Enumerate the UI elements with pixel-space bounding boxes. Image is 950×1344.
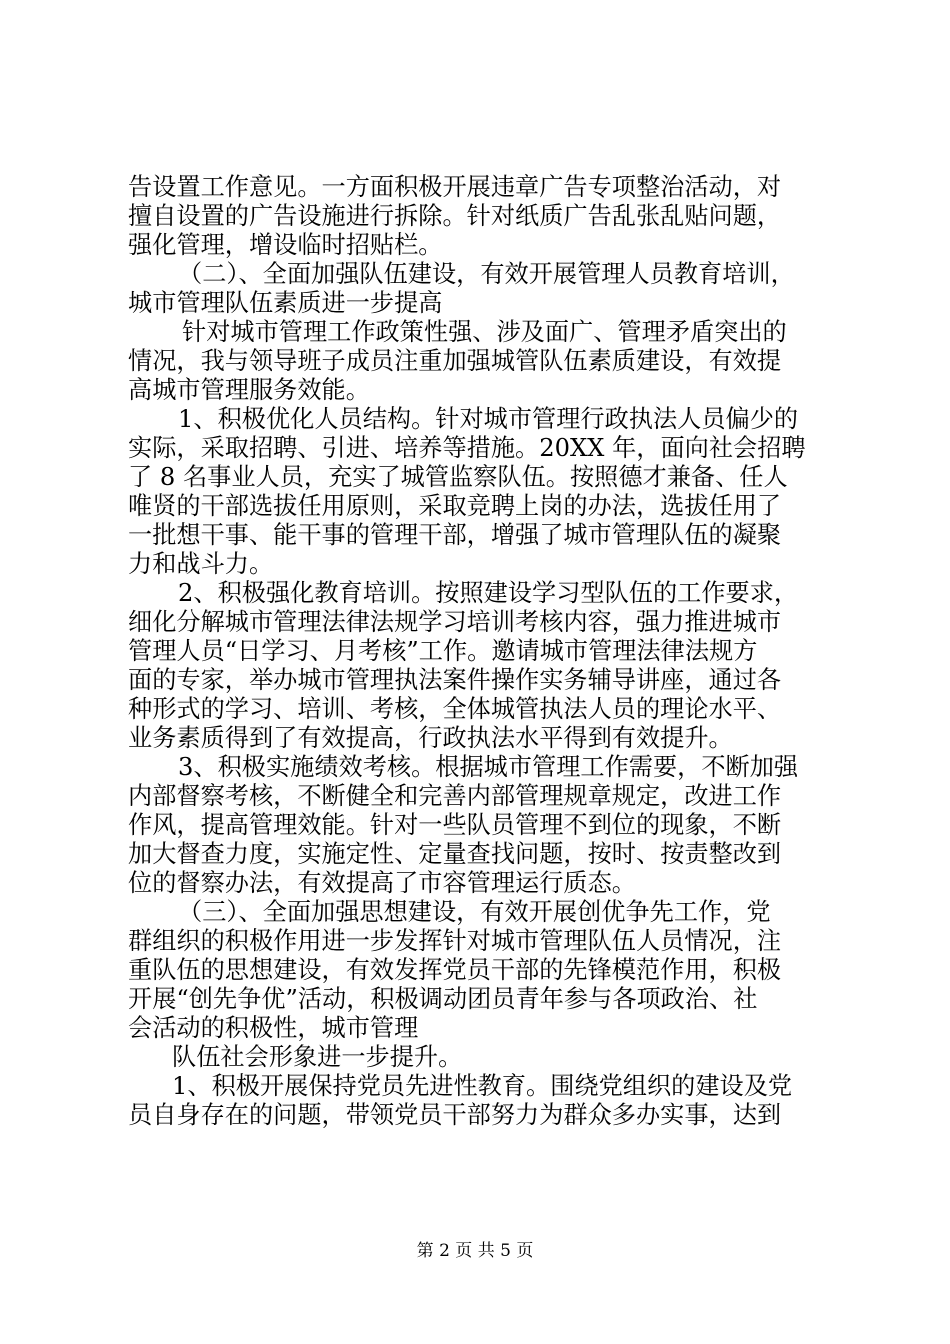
text-line: 擅自设置的广告设施进行拆除。针对纸质广告乱张乱贴问题， (128, 202, 782, 230)
page-number-footer: 第 2 页 共 5 页 (416, 1241, 534, 1261)
text-line: 位的督察办法，有效提高了市容管理运行质态。 (128, 869, 636, 897)
text-line: 一批想干事、能干事的管理干部，增强了城市管理队伍的凝聚 (128, 521, 782, 549)
text-line: 唯贤的干部选拔任用原则，采取竞聘上岗的办法，选拔任用了 (128, 492, 782, 520)
text-line: 1、积极优化人员结构。针对城市管理行政执法人员偏少的 (178, 405, 799, 433)
text-line: 力和战斗力。 (128, 550, 274, 578)
text-line: 针对城市管理工作政策性强、涉及面广、管理矛盾突出的 (182, 318, 787, 346)
section-heading-cont: 城市管理队伍素质进一步提高 (128, 289, 443, 317)
text-line: 种形式的学习、培训、考核，全体城管执法人员的理论水平、 (128, 695, 782, 723)
body-text (128, 173, 830, 1130)
text-line: 3、积极实施绩效考核。根据城市管理工作需要，不断加强 (178, 753, 799, 781)
text-line: 开展“创先争优”活动，积极调动团员青年参与各项政治、社 (128, 985, 758, 1013)
text-line: 员自身存在的问题，带领党员干部努力为群众多办实事，达到 (128, 1101, 782, 1129)
section-heading: （二）、全面加强队伍建设，有效开展管理人员教育培训， (178, 260, 795, 288)
text-line: 队伍社会形象进一步提升。 (172, 1043, 463, 1071)
text-line: 会活动的积极性，城市管理 (128, 1014, 419, 1042)
text-line: 重队伍的思想建设，有效发挥党员干部的先锋模范作用，积极 (128, 956, 782, 984)
text-line: 群组织的积极作用进一步发挥针对城市管理队伍人员情况，注 (128, 927, 782, 955)
text-line: 业务素质得到了有效提高，行政执法水平得到有效提升。 (128, 724, 733, 752)
text-line: 面的专家，举办城市管理执法案件操作实务辅导讲座，通过各 (128, 666, 782, 694)
section-heading: （三）、全面加强思想建设，有效开展创优争先工作，党 (178, 898, 771, 926)
text-line: 管理人员“日学习、月考核”工作。邀请城市管理法律法规方 (128, 637, 758, 665)
text-line: 告设置工作意见。一方面积极开展违章广告专项整治活动，对 (128, 173, 782, 201)
text-line: 1、积极开展保持党员先进性教育。围绕党组织的建设及党 (172, 1072, 793, 1100)
text-line: 强化管理，增设临时招贴栏。 (128, 231, 443, 259)
text-line: 内部督察考核，不断健全和完善内部管理规章规定，改进工作 (128, 782, 782, 810)
text-line: 作风，提高管理效能。针对一些队员管理不到位的现象，不断 (128, 811, 782, 839)
text-line: 了 8 名事业人员，充实了城管监察队伍。按照德才兼备、任人 (128, 463, 788, 491)
text-line: 细化分解城市管理法律法规学习培训考核内容，强力推进城市 (128, 608, 782, 636)
text-line: 高城市管理服务效能。 (128, 376, 370, 404)
text-line: 实际，采取招聘、引进、培养等措施。20XX 年，面向社会招聘 (128, 434, 806, 462)
text-line: 加大督查力度，实施定性、定量查找问题，按时、按责整改到 (128, 840, 782, 868)
text-line: 情况，我与领导班子成员注重加强城管队伍素质建设，有效提 (128, 347, 782, 375)
text-line: 2、积极强化教育培训。按照建设学习型队伍的工作要求， (178, 579, 799, 607)
